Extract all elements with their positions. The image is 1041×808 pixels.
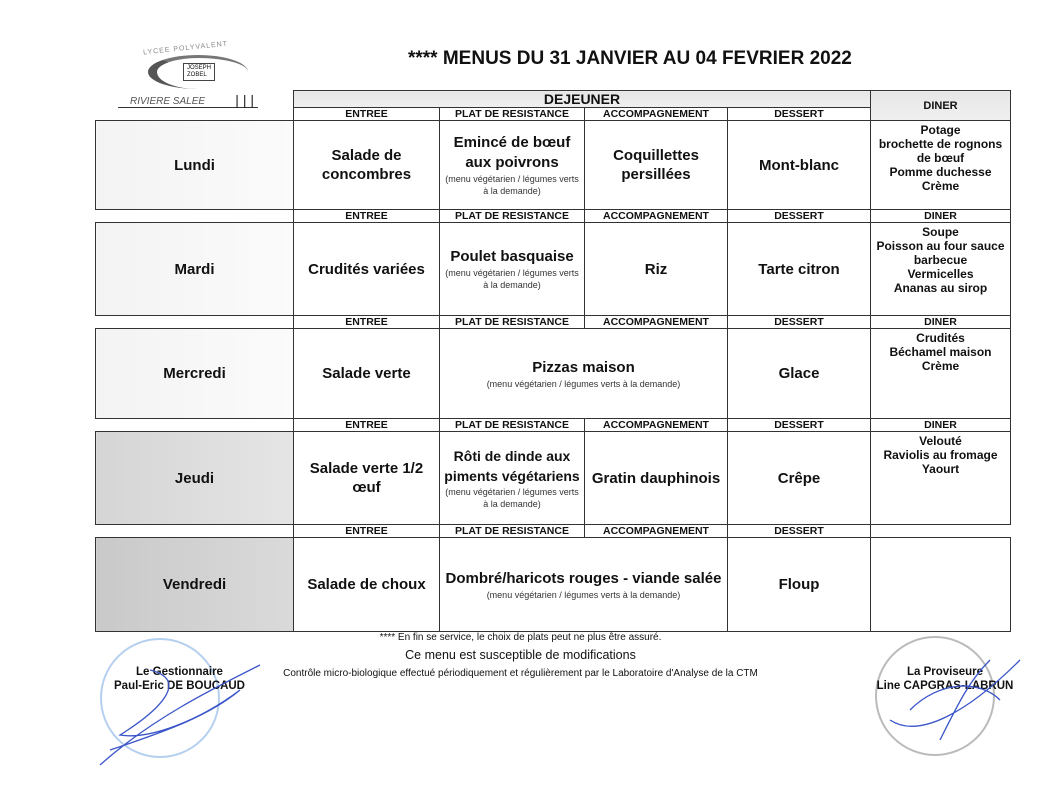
- col-dessert: DESSERT: [728, 108, 871, 121]
- table-cell: Salade de concombres: [294, 121, 440, 210]
- table-cell: Salade verte 1/2 œuf: [294, 432, 440, 525]
- table-cell: Pizzas maison (menu végétarien / légumes verts à la demande): [440, 329, 728, 419]
- school-town: RIVIERE SALEE | | |: [118, 96, 258, 108]
- table-row: [96, 525, 1011, 538]
- school-logo: LYCEE POLYVALENT JOSEPH ZOBEL: [118, 45, 253, 90]
- table-cell: Crudités variées: [294, 223, 440, 316]
- footer-note: **** En fin se service, le choix de plats peut ne plus être assuré.: [379, 632, 662, 643]
- table-cell: PLAT DE RESISTANCE: [440, 210, 585, 223]
- table-cell: [96, 525, 294, 538]
- row-mercredi: [96, 329, 1011, 419]
- col-entree: ENTREE: [294, 108, 440, 121]
- table-cell: Coquillettes persillées: [585, 121, 728, 210]
- table-cell: ENTREE: [294, 525, 440, 538]
- table-cell: PLAT DE RESISTANCE: [440, 316, 585, 329]
- table-cell: [96, 316, 294, 329]
- table-cell: Mardi: [96, 223, 294, 316]
- table-cell: DINER: [871, 316, 1011, 329]
- table-cell: Velouté Raviolis au fromage Yaourt: [871, 432, 1011, 525]
- table-cell: [96, 91, 294, 121]
- table-cell: DESSERT: [728, 316, 871, 329]
- table-cell: Riz: [585, 223, 728, 316]
- menu-table: [95, 90, 1011, 632]
- table-cell: Dombré/haricots rouges - viande salée (menu végétarien / légumes verts à la demande): [440, 538, 728, 632]
- row-mardi: [96, 223, 1011, 316]
- page-title: **** MENUS DU 31 JANVIER AU 04 FEVRIER 2022: [408, 48, 852, 69]
- table-cell: ENTREE: [294, 419, 440, 432]
- table-cell: [96, 419, 294, 432]
- table-cell: Floup: [728, 538, 871, 632]
- table-cell: Mont-blanc: [728, 121, 871, 210]
- handwritten-signature: [880, 640, 1030, 750]
- table-cell: Poulet basquaise (menu végétarien / légumes verts à la demande): [440, 223, 585, 316]
- table-cell: Soupe Poisson au four sauce barbecue Vermicelles Ananas au sirop: [871, 223, 1011, 316]
- table-cell: ACCOMPAGNEMENT: [585, 525, 728, 538]
- row-jeudi: [96, 432, 1011, 525]
- table-cell: Vendredi: [96, 538, 294, 632]
- table-cell: ENTREE: [294, 210, 440, 223]
- table-cell: ACCOMPAGNEMENT: [585, 210, 728, 223]
- row-vendredi: [96, 538, 1011, 632]
- col-plat: PLAT DE RESISTANCE: [440, 108, 585, 121]
- table-row: [96, 210, 1011, 223]
- table-cell: Jeudi: [96, 432, 294, 525]
- table-row: [96, 316, 1011, 329]
- row-lundi: [96, 121, 1011, 210]
- table-cell: [871, 538, 1011, 632]
- table-cell: DESSERT: [728, 210, 871, 223]
- table-cell: Glace: [728, 329, 871, 419]
- table-cell: [871, 525, 1011, 538]
- table-cell: Crudités Béchamel maison Crème: [871, 329, 1011, 419]
- dejeuner-header: DEJEUNER: [294, 91, 871, 108]
- table-cell: ACCOMPAGNEMENT: [585, 419, 728, 432]
- table-cell: Rôti de dinde aux piments végétariens (menu végétarien / légumes verts à la demande): [440, 432, 585, 525]
- table-row: [96, 91, 1011, 108]
- table-cell: ACCOMPAGNEMENT: [585, 316, 728, 329]
- signature-proviseure: La Proviseure Line CAPGRAS-LABRUN: [876, 666, 1014, 692]
- table-cell: [96, 210, 294, 223]
- table-row: [96, 419, 1011, 432]
- table-cell: Lundi: [96, 121, 294, 210]
- diner-header: DINER: [871, 91, 1011, 121]
- table-cell: DINER: [871, 419, 1011, 432]
- table-cell: Crêpe: [728, 432, 871, 525]
- table-cell: Mercredi: [96, 329, 294, 419]
- table-cell: PLAT DE RESISTANCE: [440, 525, 585, 538]
- table-cell: Gratin dauphinois: [585, 432, 728, 525]
- footer-warning: Ce menu est susceptible de modifications: [405, 648, 636, 662]
- handwritten-signature: [90, 660, 270, 770]
- table-cell: Potage brochette de rognons de bœuf Pomme duchesse Crème: [871, 121, 1011, 210]
- table-cell: PLAT DE RESISTANCE: [440, 419, 585, 432]
- table-cell: Salade de choux: [294, 538, 440, 632]
- col-accomp: ACCOMPAGNEMENT: [585, 108, 728, 121]
- table-cell: DINER: [871, 210, 1011, 223]
- table-cell: DESSERT: [728, 419, 871, 432]
- signature-gestionnaire: Le Gestionnaire Paul-Eric DE BOUCAUD: [114, 666, 245, 692]
- table-cell: Emincé de bœuf aux poivrons (menu végétarien / légumes verts à la demande): [440, 121, 585, 210]
- table-cell: Salade verte: [294, 329, 440, 419]
- table-cell: ENTREE: [294, 316, 440, 329]
- table-cell: DESSERT: [728, 525, 871, 538]
- footer-control: Contrôle micro-biologique effectué périodiquement et régulièrement par le Laboratoire d'Analyse de la CTM: [283, 668, 758, 679]
- table-cell: Tarte citron: [728, 223, 871, 316]
